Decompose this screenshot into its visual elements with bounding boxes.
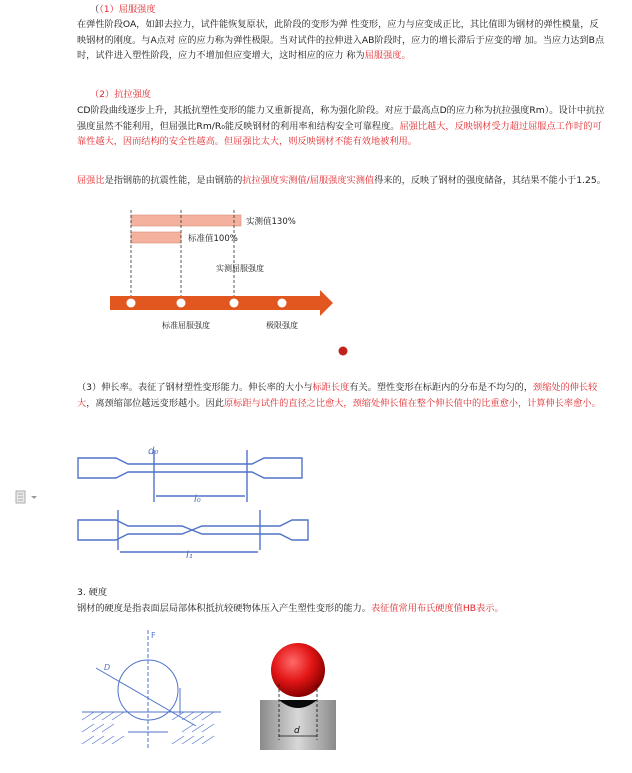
bar-measured: [131, 215, 241, 226]
point-origin: [127, 299, 136, 308]
hardness-paragraph: 钢材的硬度是指表面层局部体积抵抗较硬物体压入产生塑性变形的能力。表征值常用布氏硬度值HB表示。: [77, 603, 504, 614]
label-indent-diameter: d: [294, 726, 300, 736]
dropdown-arrow-icon[interactable]: [31, 496, 37, 499]
point-ultimate: [278, 299, 287, 308]
elongation-paragraph: （3）伸长率。表征了钢材塑性变形能力。伸长率的大小与标距长度有关。塑性变形在标距内的分布是不均匀的，颈缩处的伸长较大，离颈缩部位越远变形越小。因此原标距与试件的直径之比愈大，颈缩处伸长值在整个伸长值中的比重愈小，计算伸长率愈小。: [77, 382, 601, 409]
yield-highlight: 屈服强度。: [364, 50, 411, 61]
specimen-after: [78, 520, 308, 540]
label-standard-yield: 标准屈服强度: [162, 321, 210, 330]
brinell-illustration: [258, 640, 338, 752]
point-measured: [230, 299, 239, 308]
bar-standard: [131, 232, 181, 243]
tensile-paragraph: [77, 103, 607, 150]
yield-heading: （（1）屈服强度: [90, 4, 156, 15]
label-ultimate: 极限强度: [266, 321, 298, 330]
label-measured-yield: 实测屈服强度: [216, 264, 264, 273]
label-ball-diameter: D: [104, 663, 111, 672]
bar-standard-label: 标准值100%: [188, 234, 238, 244]
label-d0: d₀: [148, 446, 159, 457]
document-icon[interactable]: [14, 490, 44, 506]
label-l0: l₀: [194, 494, 201, 505]
diameter-line: [96, 668, 196, 726]
strength-diagram: [100, 208, 350, 356]
label-l1: l₁: [186, 550, 193, 561]
label-force: F: [151, 631, 156, 640]
brinell-sketch: [76, 628, 226, 768]
tensile-heading: （2）抗拉强度: [90, 89, 151, 100]
timeline-arrow: [110, 290, 333, 316]
yield-ratio-paragraph: 屈强比是指钢筋的抗震性能，是由钢筋的抗拉强度实测值/屈服强度实测值得来的，反映了钢材的强度储备，其结果不能小于1.25。: [77, 175, 606, 186]
yield-heading-text: （1）屈服强度: [99, 4, 156, 15]
red-dot: [339, 347, 348, 356]
ball: [271, 643, 325, 697]
yield-text: 在弹性阶段OA，如卸去拉力，试件能恢复原状，此阶段的变形为弹 性变形，应力与应变成正比，其比值即为钢材的弹性模量，反映钢材的刚度。与A点对 应的应力称为弹性极限。当对试件的拉伸进入AB阶段时，应力的增长滞后于应变的增 加。当应力达到B点时，试件进入塑性阶段，应力不增加但应变增大，这时相应的应力 称为: [77, 19, 605, 61]
specimen-before: [78, 458, 302, 478]
yield-paragraph: [77, 17, 607, 64]
tensile-text: CD阶段曲线逐步上升，其抵抗塑性变形的能力又重新提高，称为强化阶段。对应于最高点D的应力称为抗拉强度Rm）。设计中抗拉强度虽然不能利用，但屈强比Rm/R₀能反映钢材的利用率和结构安全可靠程度。: [77, 105, 605, 132]
bar-measured-label: 实测值130%: [246, 217, 296, 227]
hardness-heading: 3. 硬度: [77, 587, 108, 598]
specimen-sketch: [72, 440, 312, 570]
point-standard: [177, 299, 186, 308]
tensile-highlight: 屈强比越大，反映钢材受力超过屈服点工作时的可靠性越大，因而结构的安全性越高。但屈强比太大，则反映钢材不能有效地被利用。: [77, 120, 602, 147]
